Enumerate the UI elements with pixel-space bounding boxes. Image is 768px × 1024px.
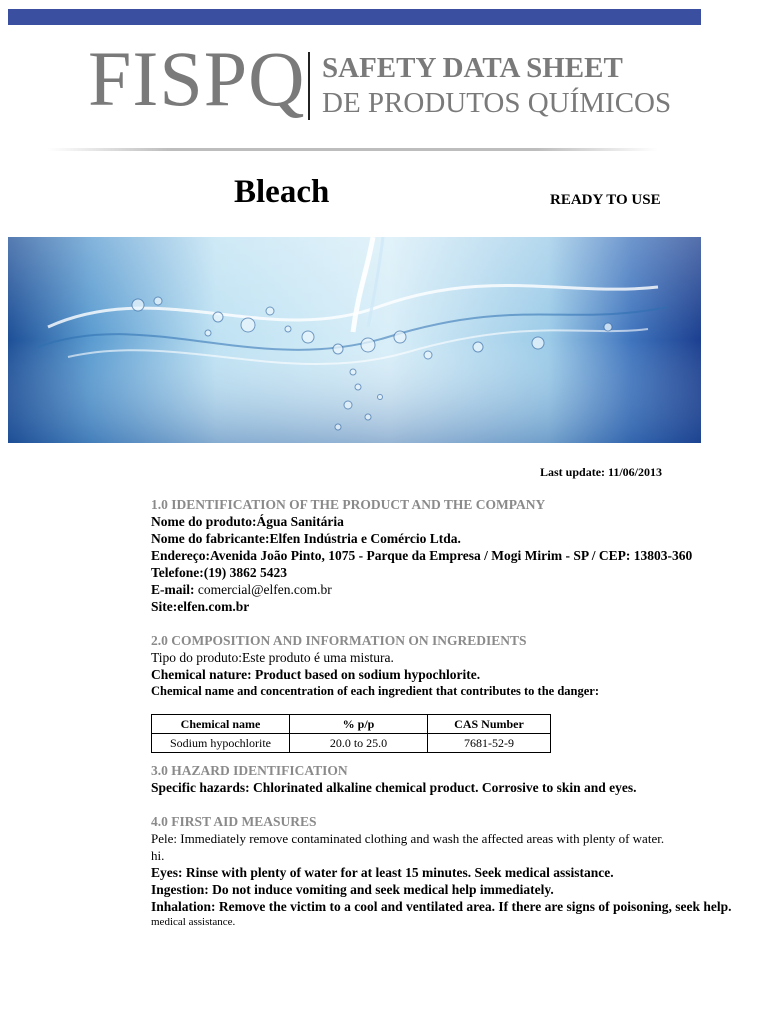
- email-value: comercial@elfen.com.br: [194, 582, 332, 597]
- concentration-intro-line: Chemical name and concentration of each ingredient that contributes to the danger:: [151, 684, 599, 698]
- email-line: [151, 581, 768, 598]
- inhalation-continuation-line: medical assistance.: [151, 916, 236, 928]
- product-title: Bleach: [234, 174, 330, 210]
- specific-hazards-line: Specific hazards: Chlorinated alkaline chemical product. Corrosive to skin and eyes.: [151, 780, 637, 795]
- top-accent-bar: [8, 9, 701, 25]
- last-update-date: Last update: 11/06/2013: [540, 465, 663, 479]
- document-type-line1: SAFETY DATA SHEET: [322, 52, 623, 84]
- water-banner-image: [8, 237, 701, 443]
- table-header-row: [152, 715, 551, 734]
- product-name-line: Nome do produto:Água Sanitária: [151, 514, 344, 529]
- section-2-heading: 2.0 COMPOSITION AND INFORMATION ON INGREDIENTS: [151, 633, 527, 648]
- skin-continuation-line: hi.: [151, 848, 165, 863]
- table-header-cell: Chemical name: [152, 715, 290, 734]
- table-cell: 7681-52-9: [428, 734, 551, 753]
- section-4-heading: 4.0 FIRST AID MEASURES: [151, 814, 317, 829]
- inhalation-line: Inhalation: Remove the victim to a cool and ventilated area. If there are signs of poisoning, seek help.: [151, 899, 732, 914]
- ingestion-line: Ingestion: Do not induce vomiting and seek medical help immediately.: [151, 882, 554, 897]
- email-label: E-mail:: [151, 582, 195, 597]
- table-row: [152, 734, 551, 753]
- ingredients-table: [151, 714, 551, 753]
- skin-line: Pele: Immediately remove contaminated clothing and wash the affected areas with plenty of water.: [151, 831, 665, 846]
- header-divider: [48, 148, 658, 151]
- table-cell: Sodium hypochlorite: [152, 734, 290, 753]
- table-header-cell: % p/p: [290, 715, 428, 734]
- table-cell: 20.0 to 25.0: [290, 734, 428, 753]
- product-tag: READY TO USE: [550, 192, 661, 208]
- title-divider: [308, 52, 310, 120]
- sds-content: [151, 496, 768, 929]
- table-header-cell: CAS Number: [428, 715, 551, 734]
- manufacturer-line: Nome do fabricante:Elfen Indústria e Comércio Ltda.: [151, 531, 461, 546]
- address-line: Endereço:Avenida João Pinto, 1075 - Parque da Empresa / Mogi Mirim - SP / CEP: 13803-360: [151, 548, 693, 563]
- brand-logo-text: FISPQ: [88, 35, 306, 122]
- site-line: Site:elfen.com.br: [151, 599, 250, 614]
- section-1-heading: 1.0 IDENTIFICATION OF THE PRODUCT AND THE COMPANY: [151, 497, 546, 512]
- section-3-heading: 3.0 HAZARD IDENTIFICATION: [151, 763, 348, 778]
- phone-line: Telefone:(19) 3862 5423: [151, 565, 287, 580]
- eyes-line: Eyes: Rinse with plenty of water for at least 15 minutes. Seek medical assistance.: [151, 865, 614, 880]
- chemical-nature-line: Chemical nature: Product based on sodium hypochlorite.: [151, 667, 481, 682]
- product-type-line: Tipo do produto:Este produto é uma mistura.: [151, 650, 394, 665]
- document-type-line2: DE PRODUTOS QUÍMICOS: [322, 87, 672, 119]
